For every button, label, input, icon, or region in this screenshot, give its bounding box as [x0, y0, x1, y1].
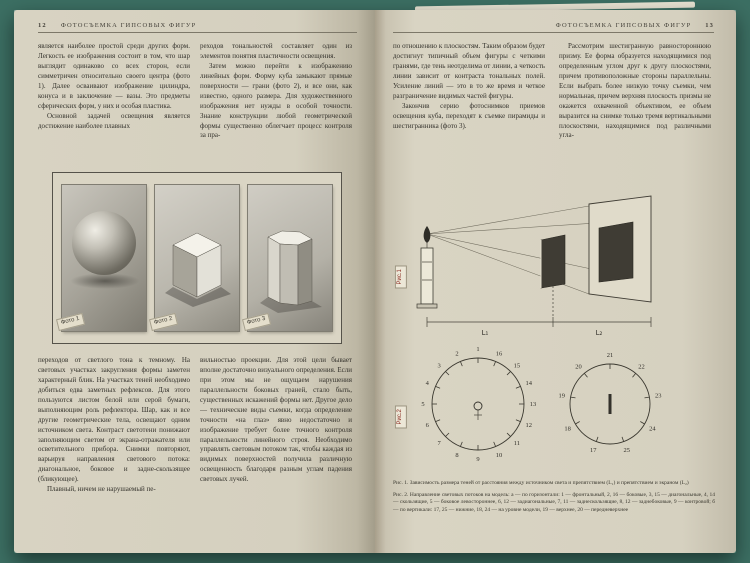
fig1-shadow-diagram: [393, 190, 703, 338]
paragraph: Плавный, ничем не нарушаемый пе-: [47, 485, 156, 494]
dial-number: 25: [623, 447, 631, 455]
dial-tick: [460, 442, 462, 447]
prism-photo: [248, 185, 332, 331]
dial-tick: [596, 437, 598, 442]
sphere-shadow: [70, 273, 140, 289]
dial-number: 8: [455, 452, 459, 459]
dial-number: 18: [564, 425, 571, 433]
model-side-symbol: [609, 394, 612, 414]
photo3-label: Фото 3: [242, 313, 271, 331]
dial-number: 4: [425, 380, 429, 388]
cube-drawing: [155, 185, 239, 331]
prism-drawing: [248, 185, 332, 331]
sphere-photo: [62, 185, 146, 331]
candle-flame: [424, 226, 431, 243]
dial-number: 13: [529, 401, 537, 409]
dial-tick: [575, 422, 579, 425]
candle-holder: [417, 304, 437, 308]
dial-number: 21: [606, 352, 614, 360]
right-page: [375, 10, 736, 553]
distance-l2-label: L₂: [595, 329, 603, 337]
dial-number: 5: [421, 401, 425, 409]
dial-tick: [633, 373, 636, 377]
right-col1-top: [393, 42, 545, 190]
photo1-label: Фото 1: [56, 313, 85, 331]
paragraph: по отношению к плоскостям. Таким образом будет достигнут типичный объем фигуры с четкими гранями, где тень неотделима от линии, а четкость линии зависит от контраста тональных полей. Усиление линий — это в то же время и четкое разграничение видимых частей фигуры.: [393, 42, 545, 100]
fig1-caption: Рис. 1. Зависимость размера теней от расстояния между источником света и препятствием (L₁) и препятствием и экраном (L₂): [393, 480, 689, 486]
dial-number: 11: [513, 440, 521, 448]
dial-number: 3: [437, 362, 441, 370]
dial-tick: [446, 433, 450, 437]
left-page-number: 12: [38, 22, 47, 29]
model-symbol: [474, 402, 482, 410]
geometric-solids-figure: [52, 172, 342, 344]
left-running-head: [38, 22, 357, 33]
paragraph: является наиболее простой среди других форм. Легкость ее изображения состоит в том, что шар выглядит одинаково со всех сторон, если симметричен относительно своего центра (фото 1). Далее осваивают изображение цилиндра, конуса и в заключение — вазы. Это предметы сферических форм, у них и особая пластика.: [38, 42, 190, 110]
paragraph: реходов тональностей составляет один из элементов понятия пластичности освещения.: [200, 42, 352, 60]
dial-tick: [494, 442, 496, 447]
dial-tick: [436, 420, 441, 422]
left-running-title: ФОТОСЪЕМКА ГИПСОВЫХ ФИГУР: [60, 22, 197, 29]
dial-tick: [640, 422, 644, 425]
dial-tick: [516, 386, 521, 388]
dial-number: 9: [476, 456, 480, 464]
paragraph: Рассмотрим шестигранную равностороннюю призму. Ее форма образуется находящимися под определенным углом друг к другу плоскостями, причем противоположные стороны параллельны. Если выбрать более низкую точку съемки, чем нормальная, причем верхняя плоскость призмы не окажется охваченной объективом, ее объем выразится на снимке только тремя вертикальными плоскостями, находящимися под различными угла-: [559, 42, 711, 140]
left-col1-bottom: [38, 356, 190, 540]
dial-number: 16: [495, 350, 503, 358]
dial-number: 20: [575, 363, 582, 371]
obstacle-screen: [541, 235, 565, 288]
left-col2-bottom: [200, 356, 352, 540]
candle-body: [421, 248, 433, 304]
dial-number: 24: [649, 425, 656, 433]
fig1-svg: [393, 190, 693, 338]
open-book-spread: [14, 10, 736, 553]
dial-number: 23: [655, 392, 662, 400]
dial-number: 7: [437, 440, 441, 448]
right-running-head: [393, 22, 714, 33]
distance-l1-label: L₁: [481, 329, 489, 337]
left-col2-top: [200, 42, 352, 170]
dial-tick: [507, 433, 511, 437]
dial-number: 15: [513, 362, 521, 370]
paragraph: Затем можно перейти к изображению линейных форм. Форму куба замыкают прямые поверхности — грани (фото 2), и все они, как известно, одного размера. Для художественного изображения нет нужды в особой точности. Знание конструкции любой геометрической формы существенно облегчает процесс контроля за пра-: [200, 61, 352, 140]
fig2-tag: Рис.2: [395, 405, 407, 428]
dial-tick: [494, 362, 496, 367]
left-page: [14, 10, 375, 553]
dial-tick: [436, 386, 441, 388]
cast-shadow: [599, 222, 633, 282]
paragraph: Закончив серию фотоснимков приемов освещения куба, переходят к съемке пирамиды и шестигранника (фото 3).: [393, 101, 545, 130]
sphere-shape: [72, 211, 136, 275]
dial-number: 22: [638, 363, 645, 371]
dial-number: 14: [525, 380, 533, 388]
dial-number: 2: [455, 350, 459, 358]
paragraph: переходов от светлого тона к темному. На световых участках закругления формы заметен характерный блик. На участках теней необходимо добиться едва заметных рефлексов. Для этого пользуются листом белой или серой бумаги, выполняющим роль рефлектора. Шар, как и все другие геометрические тела, освещают одним источником света. Контраст светотени понижают заполняющим светом от экрана-отражателя или осветительного прибора. Снимки повторяют, варьируя направления светового потока: диагональное, боковое и задне-скользящее (бликующее).: [38, 356, 190, 484]
dial-tick: [507, 372, 511, 376]
dial-tick: [516, 420, 521, 422]
dial-tick: [571, 397, 576, 398]
dial-tick: [584, 373, 587, 377]
dial-number: 19: [558, 392, 565, 400]
left-col1-top: [38, 42, 190, 170]
right-page-number: 13: [705, 22, 714, 29]
fig2-direction-dials: [393, 328, 703, 478]
paragraph: вильностью проекции. Для этой цели бывает вполне достаточно визуального определения. Если при этом мы не ощущаем нарушения параллельности боковых граней, стало быть, существенных искажений формы нет. Другое дело — технические виды съемки, когда определение точности «на глаз» явно недостаточно и изображение требует более точного контроля параллельности линейного строя. Необходимо управлять световым потоком так, чтобы каждая из видимых поверхностей получила различную освещенность благодаря разным углам падения световых лучей.: [200, 356, 352, 484]
dial-tick: [446, 372, 450, 376]
figure-captions: [393, 480, 715, 518]
fig2-caption: Рис. 2. Направление световых потоков на модель: а — по горизонтали: 1 — фронтальный, 2, 16 — боковые, 3, 15 — диагональные, 4, 14 — скользящие, 5 — боковое левостороннее, 6, 12 — задиагональные, 7, 11 — заднескользящие, 8, 12 — заднебоковые, 9 — контровой; б — по вертикали: 17, 25 — нижние, 18, 24 — на уровне модели, 19 — верхнее, 20 — передневерхнее: [393, 491, 715, 513]
cube-photo: [155, 185, 239, 331]
photo2-label: Фото 2: [149, 313, 178, 331]
dial-tick: [460, 362, 462, 367]
dial-tick: [645, 397, 650, 398]
right-col2-top: [559, 42, 711, 190]
dial-number: 6: [425, 422, 429, 430]
paragraph: Основной задачей освещения является достижение наиболее плавных: [38, 111, 190, 130]
dial-number: 12: [525, 422, 533, 430]
dial-number: 1: [476, 346, 480, 354]
right-running-title: ФОТОСЪЕМКА ГИПСОВЫХ ФИГУР: [555, 22, 692, 29]
dial-tick: [622, 437, 624, 442]
fig2-svg: [393, 328, 693, 478]
dial-number: 17: [589, 447, 597, 455]
fig1-tag: Рис.1: [395, 266, 407, 289]
dial-number: 10: [495, 452, 503, 459]
